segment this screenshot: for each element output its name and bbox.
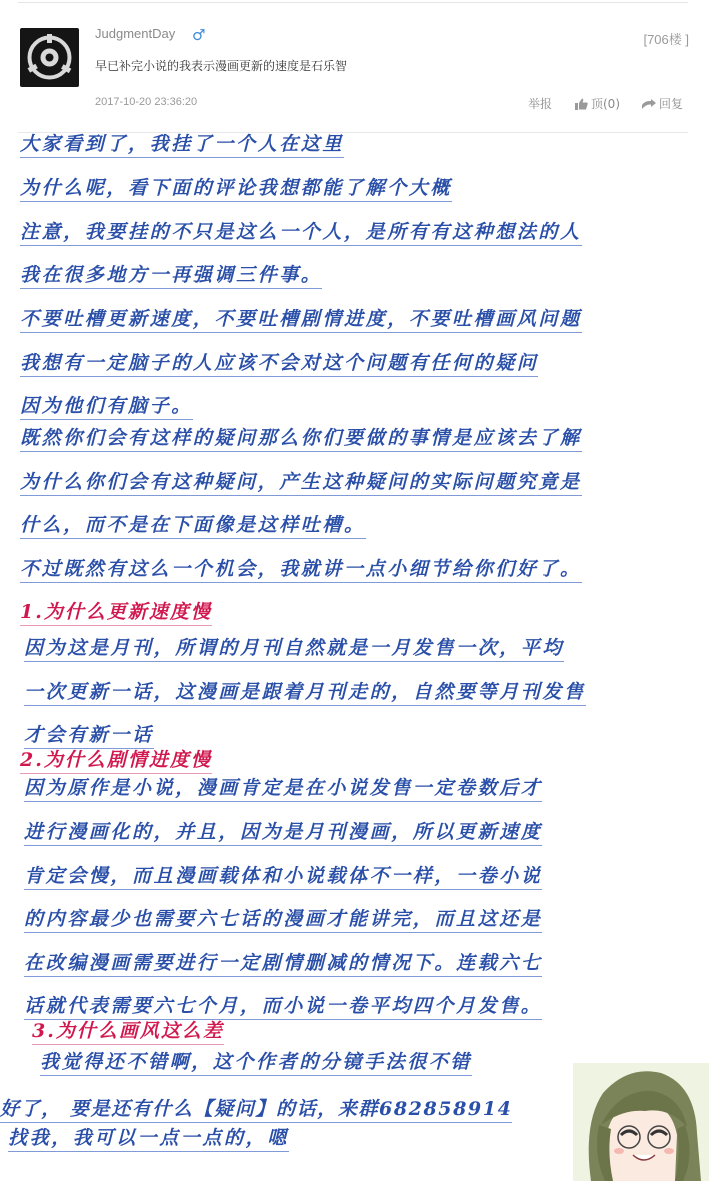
body-line: 的内容最少也需要六七话的漫画才能讲完，而且这还是 (24, 907, 542, 933)
body-line: 话就代表需要六七个月，而小说一卷平均四个月发售。 (24, 994, 542, 1020)
body-line: 才会有新一话 (24, 723, 154, 749)
username-link[interactable]: JudgmentDay (95, 26, 176, 41)
contact-line: 好了， 要是还有什么【疑问】的话，来群682858914 (0, 1097, 512, 1123)
body-line: 大家看到了，我挂了一个人在这里 (20, 132, 344, 158)
heading-plot-progress: 2.为什么剧情进度慢 (20, 748, 212, 774)
body-line: 为什么你们会有这种疑问，产生这种疑问的实际问题究竟是 (20, 470, 582, 496)
body-line: 什么，而不是在下面像是这样吐槽。 (20, 513, 366, 539)
body-line: 一次更新一话，这漫画是跟着月刊走的，自然要等月刊发售 (24, 680, 586, 706)
reply-label: 回复 (659, 97, 684, 111)
body-line: 因为他们有脑子。 (20, 394, 193, 420)
body-line: 因为这是月刊，所谓的月刊自然就是一月发售一次，平均 (24, 636, 564, 662)
report-label: 举报 (528, 97, 553, 111)
body-line: 找我，我可以一点一点的，嗯 (8, 1126, 289, 1152)
body-line: 注意，我要挂的不只是这么一个人，是所有有这种想法的人 (20, 220, 582, 246)
floor-number: [706楼 ] (643, 32, 689, 47)
avatar[interactable] (20, 28, 79, 87)
body-line: 我觉得还不错啊，这个作者的分镜手法很不错 (40, 1050, 472, 1076)
body-line: 既然你们会有这样的疑问那么你们要做的事情是应该去了解 (20, 426, 582, 452)
body-line: 我想有一定脑子的人应该不会对这个问题有任何的疑问 (20, 351, 538, 377)
body-line: 我在很多地方一再强调三件事。 (20, 263, 322, 289)
body-line: 不要吐槽更新速度，不要吐槽剧情进度，不要吐槽画风问题 (20, 307, 582, 333)
like-button[interactable] (575, 95, 620, 112)
post-content: 早已补完小说的我表示漫画更新的速度是石乐智 (95, 59, 348, 73)
heading-art-style: 3.为什么画风这么差 (32, 1019, 224, 1045)
top-divider (18, 2, 688, 3)
body-line: 不过既然有这么一个机会，我就讲一点小细节给你们好了。 (20, 557, 582, 583)
thumbs-up-icon (575, 98, 588, 110)
body-line: 在改编漫画需要进行一定剧情删减的情况下。连载六七 (24, 951, 542, 977)
like-label: 顶(0) (591, 97, 620, 111)
body-line: 进行漫画化的，并且，因为是月刊漫画，所以更新速度 (24, 820, 542, 846)
body-line: 为什么呢，看下面的评论我想都能了解个大概 (20, 176, 452, 202)
heading-update-speed: 1.为什么更新速度慢 (20, 600, 212, 626)
male-gender-icon: ♂ (192, 26, 206, 44)
post-timestamp: 2017-10-20 23:36:20 (95, 96, 198, 108)
reply-button[interactable] (642, 95, 683, 112)
body-line: 因为原作是小说，漫画肯定是在小说发售一定卷数后才 (24, 776, 542, 802)
scp-logo-icon (20, 28, 79, 87)
reply-arrow-icon (642, 99, 656, 110)
body-line: 肯定会慢，而且漫画载体和小说载体不一样，一卷小说 (24, 864, 542, 890)
anime-girl-sticker (573, 1063, 709, 1181)
report-button[interactable] (528, 95, 552, 112)
